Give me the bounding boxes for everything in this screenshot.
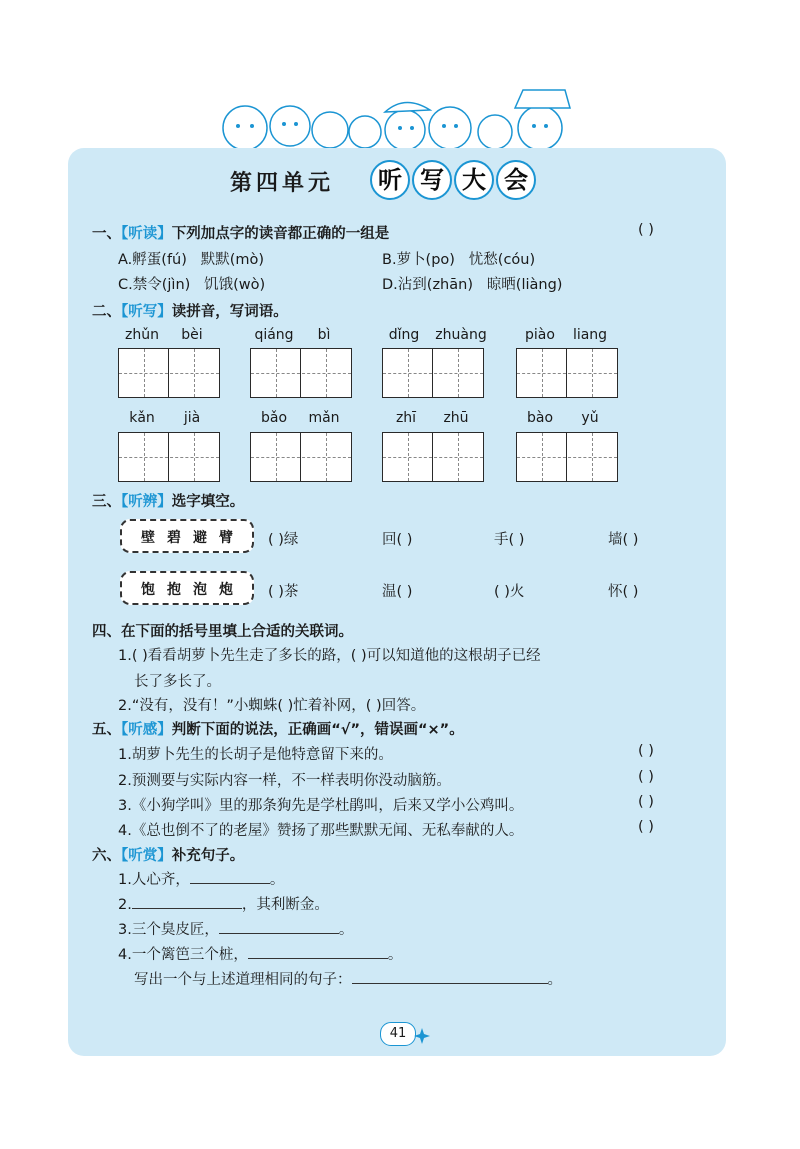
title-char-2: 写 [412,160,452,200]
q3-heading [92,490,244,511]
pinyin: qiáng [254,327,294,343]
fill-blank[interactable] [132,894,242,909]
q6-tag: 【听赏】 [121,848,172,864]
q5-answer-paren[interactable]: ( ) [638,794,654,810]
sparkle-icon [412,1026,432,1046]
q6-item-5-start: 写出一个与上述道理相同的句子： [134,972,352,988]
option-label: C. [118,277,133,293]
writing-grid[interactable] [118,432,220,482]
q6-heading [92,844,244,865]
option-word: 萝卜(po) [396,252,455,268]
q1-answer-paren[interactable]: ( ) [638,222,654,238]
q6-item-1 [118,868,284,889]
q1-option-b [382,248,535,269]
q2-text: 读拼音，写词语。 [171,304,288,320]
option-word: 晾晒(liàng) [486,277,563,293]
q2-number: 二、 [92,304,121,320]
q6-item-2-end: ，其利断金。 [241,897,329,913]
writing-grid[interactable] [118,348,220,398]
q5-item-3: 3.《小狗学叫》里的那条狗先是学杜鹃叫，后来又学小公鸡叫。 [118,798,524,814]
pinyin: zhǔn [125,327,159,343]
option-label: A. [118,252,133,268]
q5-number: 五、 [92,722,121,738]
q3-blank[interactable]: 回( ) [382,532,413,548]
q3-blank[interactable]: 怀( ) [608,584,639,600]
option-label: D. [382,277,398,293]
option-word: 禁令(jìn) [132,277,191,293]
q4-text: 在下面的括号里填上合适的关联词。 [121,624,353,640]
pinyin: bǎo [260,410,288,426]
q4-item-2: 2.“没有，没有！”小蜘蛛( )忙着补网，( )回答。 [118,698,426,714]
q3-number: 三、 [92,494,121,510]
title-char-3: 大 [454,160,494,200]
pinyin: zhī [395,410,417,426]
q6-item-3 [118,918,353,939]
title-unit: 第四单元 [230,170,335,196]
q3-blank[interactable]: 温( ) [382,584,413,600]
fill-blank[interactable] [352,969,548,984]
q5-answer-paren[interactable]: ( ) [638,743,654,759]
q6-item-4-end: 。 [387,947,403,963]
title-char-1: 听 [370,160,410,200]
pinyin: bào [526,410,554,426]
writing-grid[interactable] [250,348,352,398]
title-char-4: 会 [496,160,536,200]
pinyin: bèi [181,327,203,343]
page-number: 41 [380,1022,416,1046]
q1-text: 下列加点字的读音都正确的一组是 [171,226,390,242]
char-choice-group-1: 壁碧避臂 [120,519,254,553]
q6-item-2-start: 2. [118,897,132,913]
q4-number: 四、 [92,624,121,640]
q5-answer-paren[interactable]: ( ) [638,819,654,835]
option-word: 沾到(zhān) [397,277,473,293]
q1-tag: 【听读】 [121,226,172,242]
q5-item-2: 2.预测要与实际内容一样，不一样表明你没动脑筋。 [118,773,451,789]
pinyin: dǐng [388,327,420,343]
fill-blank[interactable] [248,944,388,959]
q4-heading [92,620,353,641]
kids-illustration [205,86,595,156]
fill-blank[interactable] [190,869,270,884]
q6-item-5 [134,968,562,989]
fill-blank[interactable] [219,919,339,934]
writing-grid[interactable] [382,432,484,482]
pinyin: zhū [443,410,469,426]
q3-blank[interactable]: 墙( ) [608,532,639,548]
option-word: 饥饿(wò) [204,277,266,293]
page-title [230,160,570,200]
writing-grid[interactable] [516,348,618,398]
pinyin: mǎn [308,410,340,426]
q3-text: 选字填空。 [171,494,245,510]
pinyin: kǎn [129,410,155,426]
pinyin: jià [183,410,201,426]
option-label: B. [382,252,397,268]
q2-tag: 【听写】 [121,304,172,320]
pinyin: yǔ [581,410,599,426]
q3-blank[interactable]: ( )绿 [268,532,299,548]
q1-option-c [118,273,265,294]
writing-grid[interactable] [250,432,352,482]
option-word: 孵蛋(fú) [132,252,187,268]
q1-heading [92,222,389,243]
q6-number: 六、 [92,848,121,864]
q6-item-4-start: 4.一个篱笆三个桩， [118,947,248,963]
q1-option-a [118,248,264,269]
pinyin: bì [317,327,331,343]
q6-item-5-end: 。 [547,972,562,988]
option-word: 忧愁(cóu) [468,252,536,268]
q5-item-4: 4.《总也倒不了的老屋》赞扬了那些默默无闻、无私奉献的人。 [118,823,524,839]
q5-item-1: 1.胡萝卜先生的长胡子是他特意留下来的。 [118,747,393,763]
q6-item-3-start: 3.三个臭皮匠， [118,922,219,938]
pinyin: liang [572,327,608,343]
writing-grid[interactable] [516,432,618,482]
q3-blank[interactable]: ( )火 [494,584,525,600]
q3-blank[interactable]: 手( ) [494,532,525,548]
q1-number: 一、 [92,226,121,242]
q1-option-d [382,273,562,294]
q5-text: 判断下面的说法，正确画“√”，错误画“×”。 [171,722,464,738]
q6-text: 补充句子。 [171,848,245,864]
pinyin: zhuàng [435,327,487,343]
q6-item-4 [118,943,402,964]
option-word: 默默(mò) [200,252,265,268]
writing-grid[interactable] [382,348,484,398]
q6-item-1-end: 。 [269,872,285,888]
q3-blank[interactable]: ( )茶 [268,584,299,600]
q4-item-1: 1.( )看看胡萝卜先生走了多长的路，( )可以知道他的这根胡子已经 [118,648,541,664]
q6-item-2 [118,893,329,914]
q2-heading [92,300,288,321]
q6-item-1-start: 1.人心齐， [118,872,190,888]
q3-tag: 【听辨】 [121,494,172,510]
char-choice-group-2: 饱抱泡炮 [120,571,254,605]
q6-item-3-end: 。 [338,922,354,938]
q5-tag: 【听感】 [121,722,172,738]
q5-answer-paren[interactable]: ( ) [638,769,654,785]
q5-heading [92,718,464,739]
pinyin: piào [525,327,555,343]
q4-item-1-cont: 长了多长了。 [134,674,221,690]
